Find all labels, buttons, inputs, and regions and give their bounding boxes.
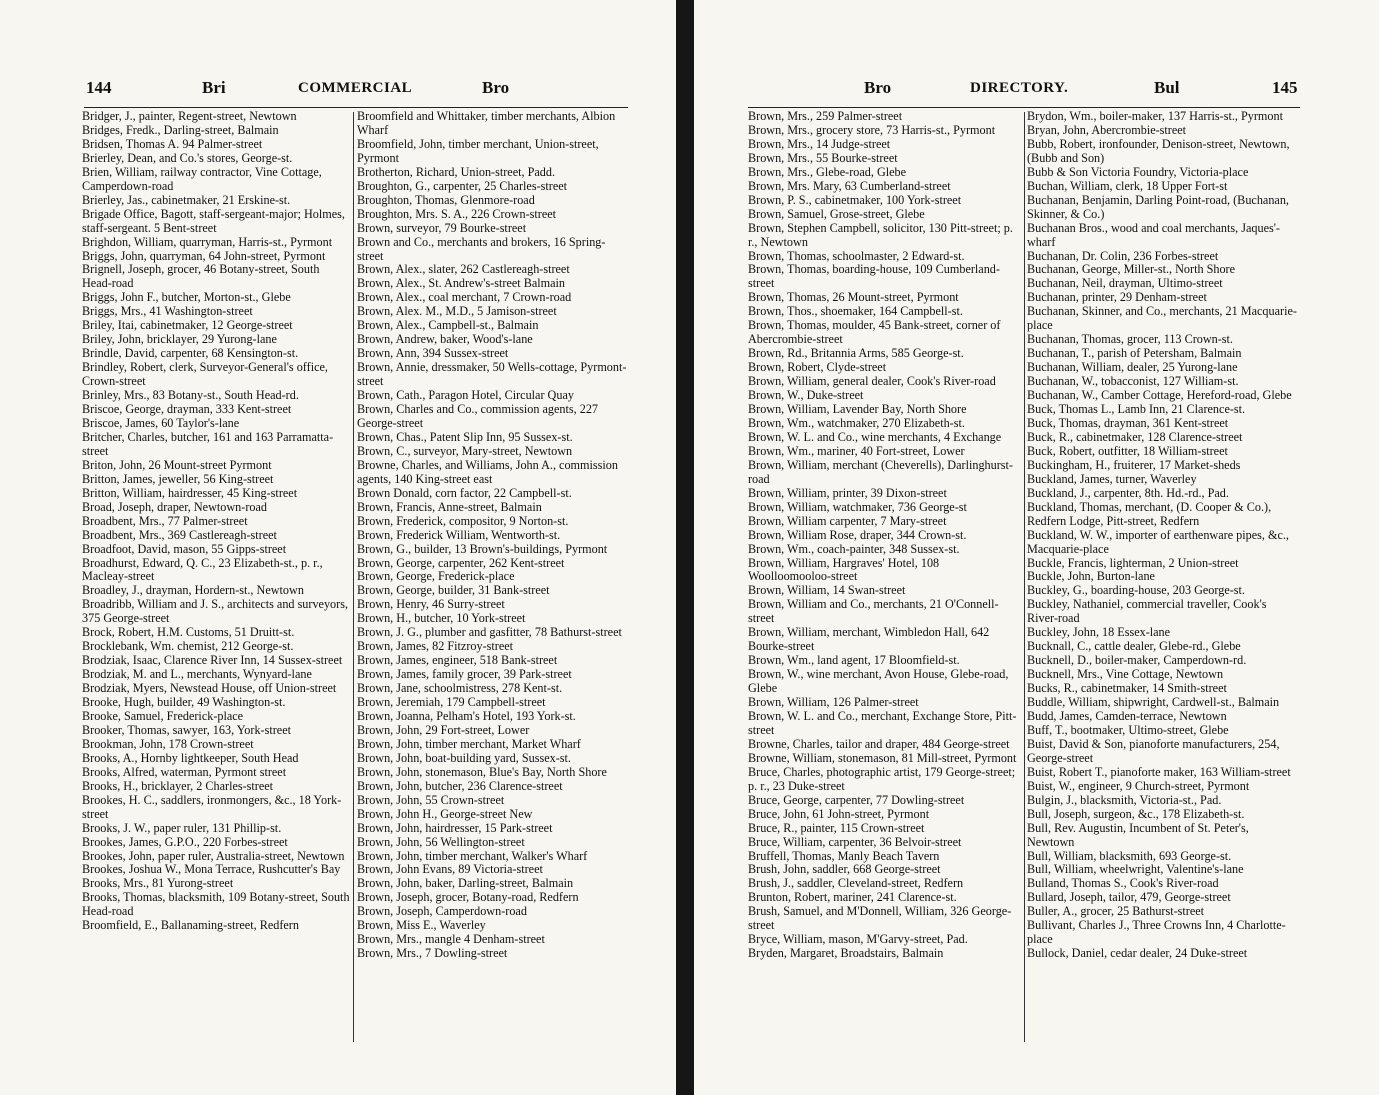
directory-entry: Briggs, John F., butcher, Morton-st., Glebe	[82, 290, 291, 305]
directory-entry: Browne, Charles, and Williams, John A., commission agents, 140 King-street east	[357, 457, 618, 486]
directory-entry: Brown, Thomas, moulder, 45 Bank-street, corner of Abercrombie-street	[748, 318, 1001, 347]
directory-entry: Buckley, G., boarding-house, 203 George-st.	[1027, 583, 1245, 598]
directory-entry: Brocklebank, Wm. chemist, 212 George-st.	[82, 639, 294, 654]
directory-entry: Buchanan, Thomas, grocer, 113 Crown-st.	[1027, 332, 1233, 347]
directory-entry: Brown, William and Co., merchants, 21 O'Connell-street	[748, 597, 999, 626]
directory-entry: Brindley, Robert, clerk, Surveyor-General's office, Crown-street	[82, 360, 328, 389]
directory-column	[82, 110, 350, 933]
directory-entry: Brown, George, Frederick-place	[357, 569, 515, 584]
directory-entry: Bucks, R., cabinetmaker, 14 Smith-street	[1027, 681, 1227, 696]
directory-entry: Brush, John, saddler, 668 George-street	[748, 862, 941, 877]
directory-entry: Broughton, Mrs. S. A., 226 Crown-street	[357, 206, 557, 221]
directory-entry: Brown, James, family grocer, 39 Park-street	[357, 667, 572, 682]
directory-entry: Brown, John, 56 Wellington-street	[357, 834, 525, 849]
directory-entry: Bruce, John, 61 John-street, Pyrmont	[748, 806, 930, 821]
directory-entry: Broad, Joseph, draper, Newtown-road	[82, 499, 267, 514]
directory-entry: Budd, James, Camden-terrace, Newtown	[1027, 708, 1227, 723]
header-rule	[748, 107, 1300, 108]
directory-entry: Brown, Mrs. Mary, 63 Cumberland-street	[748, 178, 951, 193]
guide-word-right: Bul	[1154, 78, 1180, 97]
directory-entry: Brown, William, watchmaker, 736 George-st	[748, 499, 967, 514]
directory-entry: Brookes, Joshua W., Mona Terrace, Rushcutter's Bay	[82, 862, 341, 877]
directory-entry: Brown, William, 126 Palmer-street	[748, 695, 919, 710]
directory-entry: Brooks, H., bricklayer, 2 Charles-street	[82, 778, 274, 793]
directory-entry: Broadley, J., drayman, Hordern-st., Newtown	[82, 583, 304, 598]
directory-entry: Buchan, William, clerk, 18 Upper Fort-st	[1027, 178, 1228, 193]
directory-entry: Buller, A., grocer, 25 Bathurst-street	[1027, 904, 1205, 919]
directory-entry: Brydon, Wm., boiler-maker, 137 Harris-st., Pyrmont	[1027, 109, 1283, 123]
directory-entry: Brown, Cath., Paragon Hotel, Circular Quay	[357, 388, 574, 403]
directory-entry: Buckle, John, Burton-lane	[1027, 569, 1155, 584]
directory-entry: Brookes, H. C., saddlers, ironmongers, &c., 18 York-street	[82, 792, 342, 821]
directory-entry: Buckland, J., carpenter, 8th. Hd.-rd., Pad.	[1027, 485, 1229, 500]
directory-entry: Brown, Thomas, 26 Mount-street, Pyrmont	[748, 290, 959, 305]
directory-entry: Brown, Wm., land agent, 17 Bloomfield-st.	[748, 653, 960, 668]
directory-entry: Brown, William, general dealer, Cook's River-road	[748, 374, 996, 389]
directory-entry: Brignell, Joseph, grocer, 46 Botany-street, South Head-road	[82, 262, 320, 291]
directory-entry: Brooks, Alfred, waterman, Pyrmont street	[82, 764, 287, 779]
directory-entry: Bull, Joseph, surgeon, &c., 178 Elizabeth-st.	[1027, 806, 1245, 821]
directory-entry: Brush, Samuel, and M'Donnell, William, 326 George-street	[748, 904, 1012, 933]
directory-entry: Brown, John, butcher, 236 Clarence-street	[357, 778, 563, 793]
directory-entry: Brown, Wm., watchmaker, 270 Elizabeth-st.	[748, 415, 965, 430]
directory-entry: Brooks, Mrs., 81 Yurong-street	[82, 876, 234, 891]
directory-entry: Brown, Mrs., Glebe-road, Glebe	[748, 164, 907, 179]
directory-entry: Buchanan, T., parish of Petersham, Balmain	[1027, 346, 1242, 361]
directory-entry: Brooks, Thomas, blacksmith, 109 Botany-street, South Head-road	[82, 890, 350, 919]
directory-entry: Brown, George, builder, 31 Bank-street	[357, 583, 550, 598]
directory-entry: Bruce, R., painter, 115 Crown-street	[748, 820, 925, 835]
directory-entry: Bruce, William, carpenter, 36 Belvoir-street	[748, 834, 962, 849]
directory-entry: Brown, Joanna, Pelham's Hotel, 193 York-st.	[357, 708, 576, 723]
directory-entry: Britton, James, jeweller, 56 King-street	[82, 471, 274, 486]
directory-entry: Brooks, A., Hornby lightkeeper, South Head	[82, 750, 299, 765]
directory-entry: Briggs, Mrs., 41 Washington-street	[82, 304, 253, 319]
directory-entry: Brodziak, Myers, Newstead House, off Union-street	[82, 681, 337, 696]
left-page	[0, 0, 676, 1095]
directory-entry: Briley, John, bricklayer, 29 Yurong-lane	[82, 332, 277, 347]
directory-column	[1027, 110, 1299, 961]
directory-entry: Buckland, W. W., importer of earthenware pipes, &c., Macquarie-place	[1027, 527, 1289, 556]
directory-entry: Buckle, Francis, lighterman, 2 Union-street	[1027, 555, 1239, 570]
directory-entry: Buist, David & Son, pianoforte manufacturers, 254, George-street	[1027, 736, 1280, 765]
directory-entry: Brodziak, Isaac, Clarence River Inn, 14 Sussex-street	[82, 653, 343, 668]
directory-entry: Bull, William, wheelwright, Valentine's-lane	[1027, 862, 1244, 877]
directory-entry: Brown, Frederick, compositor, 9 Norton-st.	[357, 513, 569, 528]
directory-entry: Browne, William, stonemason, 81 Mill-street, Pyrmont	[748, 750, 1017, 765]
column-divider	[1024, 112, 1025, 1042]
directory-column	[748, 110, 1020, 961]
directory-column	[357, 110, 627, 961]
directory-entry: Brown, John, 29 Fort-street, Lower	[357, 722, 530, 737]
directory-entry: Brown, Mrs., 7 Dowling-street	[357, 946, 508, 961]
directory-entry: Brierley, Jas., cabinetmaker, 21 Erskine-st.	[82, 192, 291, 207]
directory-entry: Brighdon, William, quarryman, Harris-st., Pyrmont	[82, 234, 333, 249]
directory-entry: Bucknell, D., boiler-maker, Camperdown-rd.	[1027, 653, 1247, 668]
directory-entry: Browne, Charles, tailor and draper, 484 George-street	[748, 736, 1010, 751]
directory-entry: Brown, John, stonemason, Blue's Bay, North Shore	[357, 764, 607, 779]
directory-entry: Brown, Chas., Patent Slip Inn, 95 Sussex-st.	[357, 429, 573, 444]
directory-entry: Brooke, Hugh, builder, 49 Washington-st.	[82, 695, 286, 710]
directory-entry: Brown, Joseph, grocer, Botany-road, Redfern	[357, 890, 579, 905]
directory-entry: Brindle, David, carpenter, 68 Kensington-st.	[82, 346, 299, 361]
directory-entry: Brown, Annie, dressmaker, 50 Wells-cottage, Pyrmont-street	[357, 360, 627, 389]
directory-entry: Briton, John, 26 Mount-street Pyrmont	[82, 457, 272, 472]
directory-entry: Brown, Stephen Campbell, solicitor, 130 Pitt-street; p. r., Newtown	[748, 220, 1013, 249]
directory-entry: Brown, W. L. and Co., merchant, Exchange Store, Pitt-street	[748, 708, 1017, 737]
directory-entry: Brooke, Samuel, Frederick-place	[82, 708, 244, 723]
directory-entry: Brown, Francis, Anne-street, Balmain	[357, 499, 542, 514]
directory-entry: Buff, T., bootmaker, Ultimo-street, Glebe	[1027, 722, 1229, 737]
directory-entry: Brown, William, merchant, Wimbledon Hall, 642 Bourke-street	[748, 625, 990, 654]
directory-entry: Brown, Joseph, Camperdown-road	[357, 904, 527, 919]
directory-entry: Briscoe, James, 60 Taylor's-lane	[82, 415, 240, 430]
directory-entry: Buist, Robert T., pianoforte maker, 163 William-street	[1027, 764, 1291, 779]
directory-entry: Brown, Thomas, boarding-house, 109 Cumberland-street	[748, 262, 1000, 291]
directory-entry: Broomfield, E., Ballanaming-street, Redfern	[82, 918, 299, 933]
directory-entry: Broughton, Thomas, Glenmore-road	[357, 192, 535, 207]
directory-entry: Brown, James, engineer, 518 Bank-street	[357, 653, 558, 668]
guide-word-right: Bro	[482, 78, 510, 97]
directory-entry: Brown, John, timber merchant, Walker's Wharf	[357, 848, 588, 863]
directory-entry: Buck, Robert, outfitter, 18 William-street	[1027, 443, 1228, 458]
directory-entry: Brown, William, 14 Swan-street	[748, 583, 906, 598]
directory-entry: Brigade Office, Bagott, staff-sergeant-major; Holmes, staff-sergeant. 5 Bent-street	[82, 206, 345, 235]
directory-entry: Briley, Itai, cabinetmaker, 12 George-street	[82, 318, 293, 333]
directory-entry: Brown, Alex., coal merchant, 7 Crown-road	[357, 290, 572, 305]
directory-entry: Brown, William, Hargraves' Hotel, 108 Woolloomooloo-street	[748, 555, 940, 584]
directory-entry: Buckingham, H., fruiterer, 17 Market-sheds	[1027, 457, 1241, 472]
directory-entry: Broomfield and Whittaker, timber merchants, Albion Wharf	[357, 109, 616, 137]
directory-entry: Buchanan, W., Camber Cottage, Hereford-road, Glebe	[1027, 388, 1292, 403]
directory-entry: Brown, W., wine merchant, Avon House, Glebe-road, Glebe	[748, 667, 1009, 696]
book-gutter	[676, 0, 694, 1095]
directory-entry: Brown, Mrs., 14 Judge-street	[748, 136, 891, 151]
column-divider	[353, 112, 354, 1042]
directory-entry: Buchanan, George, Miller-st., North Shore	[1027, 262, 1236, 277]
directory-entry: Bruce, Charles, photographic artist, 179 George-street; p. r., 23 Duke-street	[748, 764, 1016, 793]
directory-entry: Buddle, William, shipwright, Cardwell-st., Balmain	[1027, 695, 1280, 710]
directory-entry: Brown, W. L. and Co., wine merchants, 4 Exchange	[748, 429, 1002, 444]
directory-entry: Brown, P. S., cabinetmaker, 100 York-street	[748, 192, 962, 207]
directory-entry: Britton, William, hairdresser, 45 King-street	[82, 485, 298, 500]
directory-entry: Broadbent, Mrs., 369 Castlereagh-street	[82, 527, 277, 542]
directory-entry: Brown, Mrs., 259 Palmer-street	[748, 109, 903, 123]
directory-entry: Brown, J. G., plumber and gasfitter, 78 Bathurst-street	[357, 625, 622, 640]
right-page	[694, 0, 1379, 1095]
directory-entry: Brown, Wm., mariner, 40 Fort-street, Lower	[748, 443, 965, 458]
directory-entry: Brown, George, carpenter, 262 Kent-street	[357, 555, 565, 570]
directory-entry: Brown, Alex., Campbell-st., Balmain	[357, 318, 539, 333]
directory-entry: Buchanan, W., tobacconist, 127 William-st.	[1027, 374, 1239, 389]
directory-entry: Brown, Thos., shoemaker, 164 Campbell-st.	[748, 304, 963, 319]
directory-entry: Broadhurst, Edward, Q. C., 23 Elizabeth-st., p. r., Macleay-street	[82, 555, 323, 584]
directory-entry: Buchanan Bros., wood and coal merchants, Jaques'-wharf	[1027, 220, 1280, 249]
directory-entry: Brown, Jane, schoolmistress, 278 Kent-st.	[357, 681, 563, 696]
directory-entry: Buck, Thomas, drayman, 361 Kent-street	[1027, 415, 1229, 430]
directory-entry: Brown, William, merchant (Cheverells), Darlinghurst-road	[748, 457, 1013, 486]
directory-entry: Buckley, Nathaniel, commercial traveller, Cook's River-road	[1027, 597, 1267, 626]
directory-entry: Broadribb, William and J. S., architects and surveyors, 375 George-street	[82, 597, 348, 626]
directory-entry: Brown, William Rose, draper, 344 Crown-st.	[748, 527, 967, 542]
directory-entry: Buchanan, Benjamin, Darling Point-road, (Buchanan, Skinner, & Co.)	[1027, 192, 1289, 221]
directory-entry: Brown, Rd., Britannia Arms, 585 George-st.	[748, 346, 964, 361]
directory-entry: Brown, surveyor, 79 Bourke-street	[357, 220, 527, 235]
directory-entry: Bucknell, Mrs., Vine Cottage, Newtown	[1027, 667, 1224, 682]
directory-entry: Brown, Mrs., mangle 4 Denham-street	[357, 932, 545, 947]
directory-entry: Brooker, Thomas, sawyer, 163, York-street	[82, 722, 291, 737]
directory-entry: Buchanan, Skinner, and Co., merchants, 21 Macquarie-place	[1027, 304, 1297, 333]
directory-entry: Buchanan, Dr. Colin, 236 Forbes-street	[1027, 248, 1219, 263]
directory-entry: Bull, Rev. Augustin, Incumbent of St. Peter's, Newtown	[1027, 820, 1249, 849]
directory-entry: Bull, William, blacksmith, 693 George-st.	[1027, 848, 1232, 863]
directory-entry: Brown, Ann, 394 Sussex-street	[357, 346, 509, 361]
directory-entry: Brown, C., surveyor, Mary-street, Newtown	[357, 443, 573, 458]
directory-entry: Bubb, Robert, ironfounder, Denison-street, Newtown, (Bubb and Son)	[1027, 136, 1290, 165]
directory-entry: Buchanan, Neil, drayman, Ultimo-street	[1027, 276, 1223, 291]
directory-entry: Britcher, Charles, butcher, 161 and 163 Parramatta-street	[82, 429, 334, 458]
directory-entry: Bruffell, Thomas, Manly Beach Tavern	[748, 848, 940, 863]
directory-entry: Brown and Co., merchants and brokers, 16 Spring-street	[357, 234, 606, 263]
directory-entry: Bullock, Daniel, cedar dealer, 24 Duke-street	[1027, 946, 1248, 961]
directory-entry: Brown, Mrs., grocery store, 73 Harris-st., Pyrmont	[748, 122, 996, 137]
directory-entry: Bridger, J., painter, Regent-street, Newtown	[82, 109, 297, 123]
running-title: COMMERCIAL	[298, 80, 413, 96]
directory-entry: Broadfoot, David, mason, 55 Gipps-street	[82, 541, 287, 556]
directory-entry: Buckland, James, turner, Waverley	[1027, 471, 1197, 486]
directory-entry: Brown, William, printer, 39 Dixon-street	[748, 485, 947, 500]
directory-entry: Brown, Alex., slater, 262 Castlereagh-street	[357, 262, 570, 277]
directory-entry: Brown, Thomas, schoolmaster, 2 Edward-st.	[748, 248, 965, 263]
directory-entry: Bryce, William, mason, M'Garvy-street, Pad.	[748, 932, 968, 947]
directory-entry: Buck, R., cabinetmaker, 128 Clarence-street	[1027, 429, 1243, 444]
directory-entry: Bullivant, Charles J., Three Crowns Inn, 4 Charlotte-place	[1027, 918, 1286, 947]
directory-entry: Brown, James, 82 Fitzroy-street	[357, 639, 514, 654]
directory-entry: Broughton, G., carpenter, 25 Charles-street	[357, 178, 568, 193]
directory-entry: Bryan, John, Abercrombie-street	[1027, 122, 1187, 137]
directory-entry: Brown, William carpenter, 7 Mary-street	[748, 513, 947, 528]
directory-entry: Brown, John, 55 Crown-street	[357, 792, 505, 807]
directory-entry: Brown, Miss E., Waverley	[357, 918, 486, 933]
page-number: 144	[86, 78, 112, 97]
directory-entry: Brien, William, railway contractor, Vine Cottage, Camperdown-road	[82, 164, 322, 193]
header-rule	[84, 107, 628, 108]
directory-entry: Briggs, John, quarryman, 64 John-street, Pyrmont	[82, 248, 326, 263]
directory-entry: Bulland, Thomas S., Cook's River-road	[1027, 876, 1219, 891]
directory-entry: Brock, Robert, H.M. Customs, 51 Druitt-st.	[82, 625, 295, 640]
directory-entry: Brooks, J. W., paper ruler, 131 Phillip-st.	[82, 820, 282, 835]
directory-entry: Buckland, Thomas, merchant, (D. Cooper & Co.), Redfern Lodge, Pitt-street, Redfern	[1027, 499, 1272, 528]
directory-entry: Brown, Samuel, Grose-street, Glebe	[748, 206, 925, 221]
directory-entry: Brown, Frederick William, Wentworth-st.	[357, 527, 561, 542]
directory-entry: Brown, Henry, 46 Surry-street	[357, 597, 505, 612]
page-number: 145	[1272, 78, 1298, 97]
directory-entry: Briscoe, George, drayman, 333 Kent-street	[82, 402, 292, 417]
directory-entry: Brown, H., butcher, 10 York-street	[357, 611, 526, 626]
directory-entry: Brush, J., saddler, Cleveland-street, Redfern	[748, 876, 964, 891]
directory-entry: Bullard, Joseph, tailor, 479, George-street	[1027, 890, 1231, 905]
directory-entry: Brinley, Mrs., 83 Botany-st., South Head-rd.	[82, 388, 299, 403]
directory-entry: Brown, John, timber merchant, Market Wharf	[357, 736, 581, 751]
directory-entry: Buckley, John, 18 Essex-lane	[1027, 625, 1171, 640]
directory-entry: Bryden, Margaret, Broadstairs, Balmain	[748, 946, 944, 961]
directory-entry: Brown, John, boat-building yard, Sussex-st.	[357, 750, 571, 765]
directory-entry: Brown, W., Duke-street	[748, 388, 864, 403]
directory-entry: Bruce, George, carpenter, 77 Dowling-street	[748, 792, 965, 807]
directory-entry: Bubb & Son Victoria Foundry, Victoria-place	[1027, 164, 1249, 179]
directory-entry: Buchanan, printer, 29 Denham-street	[1027, 290, 1207, 305]
directory-entry: Brown, Mrs., 55 Bourke-street	[748, 150, 898, 165]
guide-word-left: Bro	[864, 78, 892, 97]
directory-entry: Brown, Wm., coach-painter, 348 Sussex-st.	[748, 541, 960, 556]
directory-entry: Brown, Robert, Clyde-street	[748, 360, 887, 375]
directory-entry: Brown, G., builder, 13 Brown's-buildings, Pyrmont	[357, 541, 608, 556]
directory-entry: Brown Donald, corn factor, 22 Campbell-st.	[357, 485, 572, 500]
directory-entry: Brown, John, baker, Darling-street, Balmain	[357, 876, 574, 891]
directory-entry: Bridges, Fredk., Darling-street, Balmain	[82, 122, 279, 137]
directory-entry: Brown, Jeremiah, 179 Campbell-street	[357, 695, 546, 710]
directory-entry: Bucknall, C., cattle dealer, Glebe-rd., Glebe	[1027, 639, 1241, 654]
directory-entry: Bridsen, Thomas A. 94 Palmer-street	[82, 136, 263, 151]
directory-entry: Brown, Andrew, baker, Wood's-lane	[357, 332, 533, 347]
directory-entry: Brodziak, M. and L., merchants, Wynyard-lane	[82, 667, 312, 682]
directory-entry: Brookes, John, paper ruler, Australia-street, Newtown	[82, 848, 345, 863]
directory-entry: Brown, Alex., St. Andrew's-street Balmain	[357, 276, 566, 291]
directory-entry: Brierley, Dean, and Co.'s stores, George-st.	[82, 150, 293, 165]
directory-entry: Brown, John Evans, 89 Victoria-street	[357, 862, 543, 877]
directory-entry: Brotherton, Richard, Union-street, Padd.	[357, 164, 556, 179]
directory-entry: Brown, Charles and Co., commission agents, 227 George-street	[357, 402, 599, 430]
directory-entry: Brown, William, Lavender Bay, North Shore	[748, 402, 967, 417]
running-title: DIRECTORY.	[970, 80, 1069, 96]
directory-entry: Brown, Alex. M., M.D., 5 Jamison-street	[357, 304, 557, 319]
directory-entry: Broadbent, Mrs., 77 Palmer-street	[82, 513, 248, 528]
directory-entry: Buck, Thomas L., Lamb Inn, 21 Clarence-st.	[1027, 402, 1246, 417]
directory-entry: Brookes, James, G.P.O., 220 Forbes-street	[82, 834, 288, 849]
left-page-header	[0, 78, 676, 104]
directory-entry: Buist, W., engineer, 9 Church-street, Pyrmont	[1027, 778, 1250, 793]
directory-entry: Bulgin, J., blacksmith, Victoria-st., Pad.	[1027, 792, 1222, 807]
directory-entry: Brunton, Robert, mariner, 241 Clarence-st.	[748, 890, 957, 905]
directory-entry: Buchanan, William, dealer, 25 Yurong-lane	[1027, 360, 1238, 375]
directory-entry: Brown, John H., George-street New	[357, 806, 533, 821]
directory-entry: Brookman, John, 178 Crown-street	[82, 736, 254, 751]
directory-entry: Broomfield, John, timber merchant, Union-street, Pyrmont	[357, 136, 599, 165]
guide-word-left: Bri	[202, 78, 226, 97]
directory-entry: Brown, John, hairdresser, 15 Park-street	[357, 820, 553, 835]
right-page-header	[694, 78, 1379, 104]
